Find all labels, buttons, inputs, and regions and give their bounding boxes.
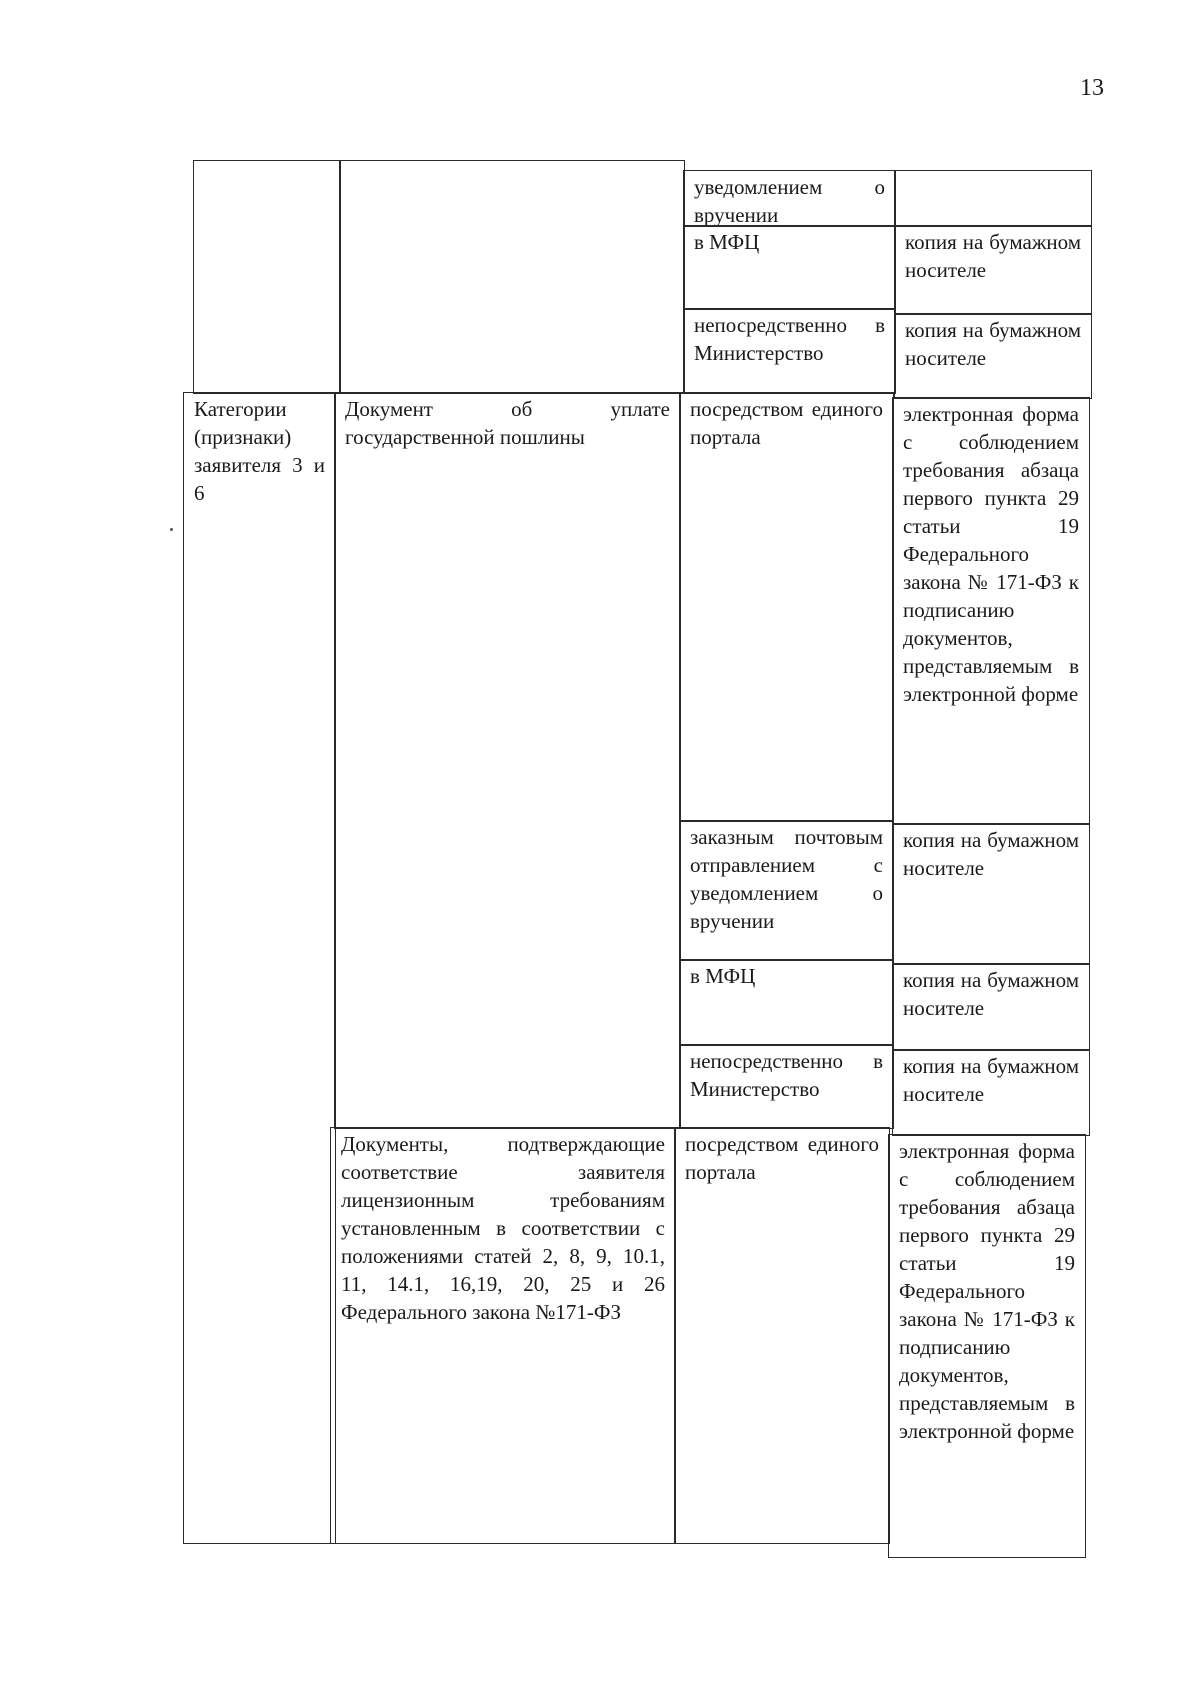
cell-delivery-ministry-2	[679, 1044, 894, 1129]
form-ministry-2-text: копия на бумажном носителе	[903, 1054, 1079, 1106]
cell-form-mfc-2	[892, 963, 1090, 1051]
stray-dot	[170, 528, 173, 531]
cell-delivery-mfc-1	[683, 225, 896, 310]
form-mfc-2-text: копия на бумажном носителе	[903, 968, 1079, 1020]
cell-form-ministry-2	[892, 1049, 1090, 1136]
cell-delivery-portal-1	[679, 392, 894, 822]
cell-form-empty	[894, 170, 1092, 227]
payment-document-text: Документ об уплате государственной пошлины	[345, 397, 670, 449]
form-portal-2-text: электронная форма с соблюдением требования абзаца первого пункта 29 статьи 19 Федерального закона № 171-ФЗ к подписанию документов, представляемым в электронной форме	[899, 1139, 1075, 1443]
cell-form-portal-1	[892, 397, 1090, 825]
page-number: 13	[1080, 75, 1104, 101]
cell-delivery-ministry-1	[683, 308, 896, 394]
cell-form-ministry-1	[894, 313, 1092, 399]
cell-form-portal-2	[888, 1134, 1086, 1558]
delivery-portal-1-text: посредством единого портала	[690, 397, 883, 449]
form-portal-1-text: электронная форма с соблюдением требования абзаца первого пункта 29 статьи 19 Федерального закона № 171-ФЗ к подписанию документов, представляемым в электронной форме	[903, 402, 1079, 706]
cell-col1-top	[193, 160, 341, 394]
cell-delivery-mfc-2	[679, 959, 894, 1046]
delivery-mail-text: заказным почтовым отправлением с уведомлением о вручении	[690, 825, 883, 933]
cell-delivery-mail	[679, 820, 894, 961]
delivery-mfc-2-text: в МФЦ	[690, 964, 756, 988]
cell-delivery-portal-2	[674, 1127, 890, 1544]
form-mfc-1-text: копия на бумажном носителе	[905, 230, 1081, 282]
delivery-ministry-1-text: непосредственно в Министерство	[694, 313, 885, 365]
cell-delivery-notice	[683, 170, 896, 227]
applicant-category-text: Категории (признаки) заявителя 3 и 6	[194, 397, 325, 505]
cell-applicant-category	[183, 392, 336, 1544]
cell-payment-document	[334, 392, 681, 1129]
delivery-ministry-2-text: непосредственно в Министерство	[690, 1049, 883, 1101]
form-ministry-1-text: копия на бумажном носителе	[905, 318, 1081, 370]
delivery-notice-text: уведомлением о вручении	[694, 175, 885, 227]
cell-col2-top	[339, 160, 685, 394]
cell-form-mail	[892, 823, 1090, 965]
cell-license-documents	[330, 1127, 676, 1544]
cell-form-mfc-1	[894, 225, 1092, 315]
delivery-mfc-1-text: в МФЦ	[694, 230, 760, 254]
form-mail-text: копия на бумажном носителе	[903, 828, 1079, 880]
license-documents-text: Документы, подтверждающие соответствие заявителя лицензионным требованиям установленным в соответствии с положениями статей 2, 8, 9, 10.1, 11, 14.1, 16,19, 20, 25 и 26 Федерального закона №171-ФЗ	[341, 1132, 665, 1324]
delivery-portal-2-text: посредством единого портала	[685, 1132, 879, 1184]
